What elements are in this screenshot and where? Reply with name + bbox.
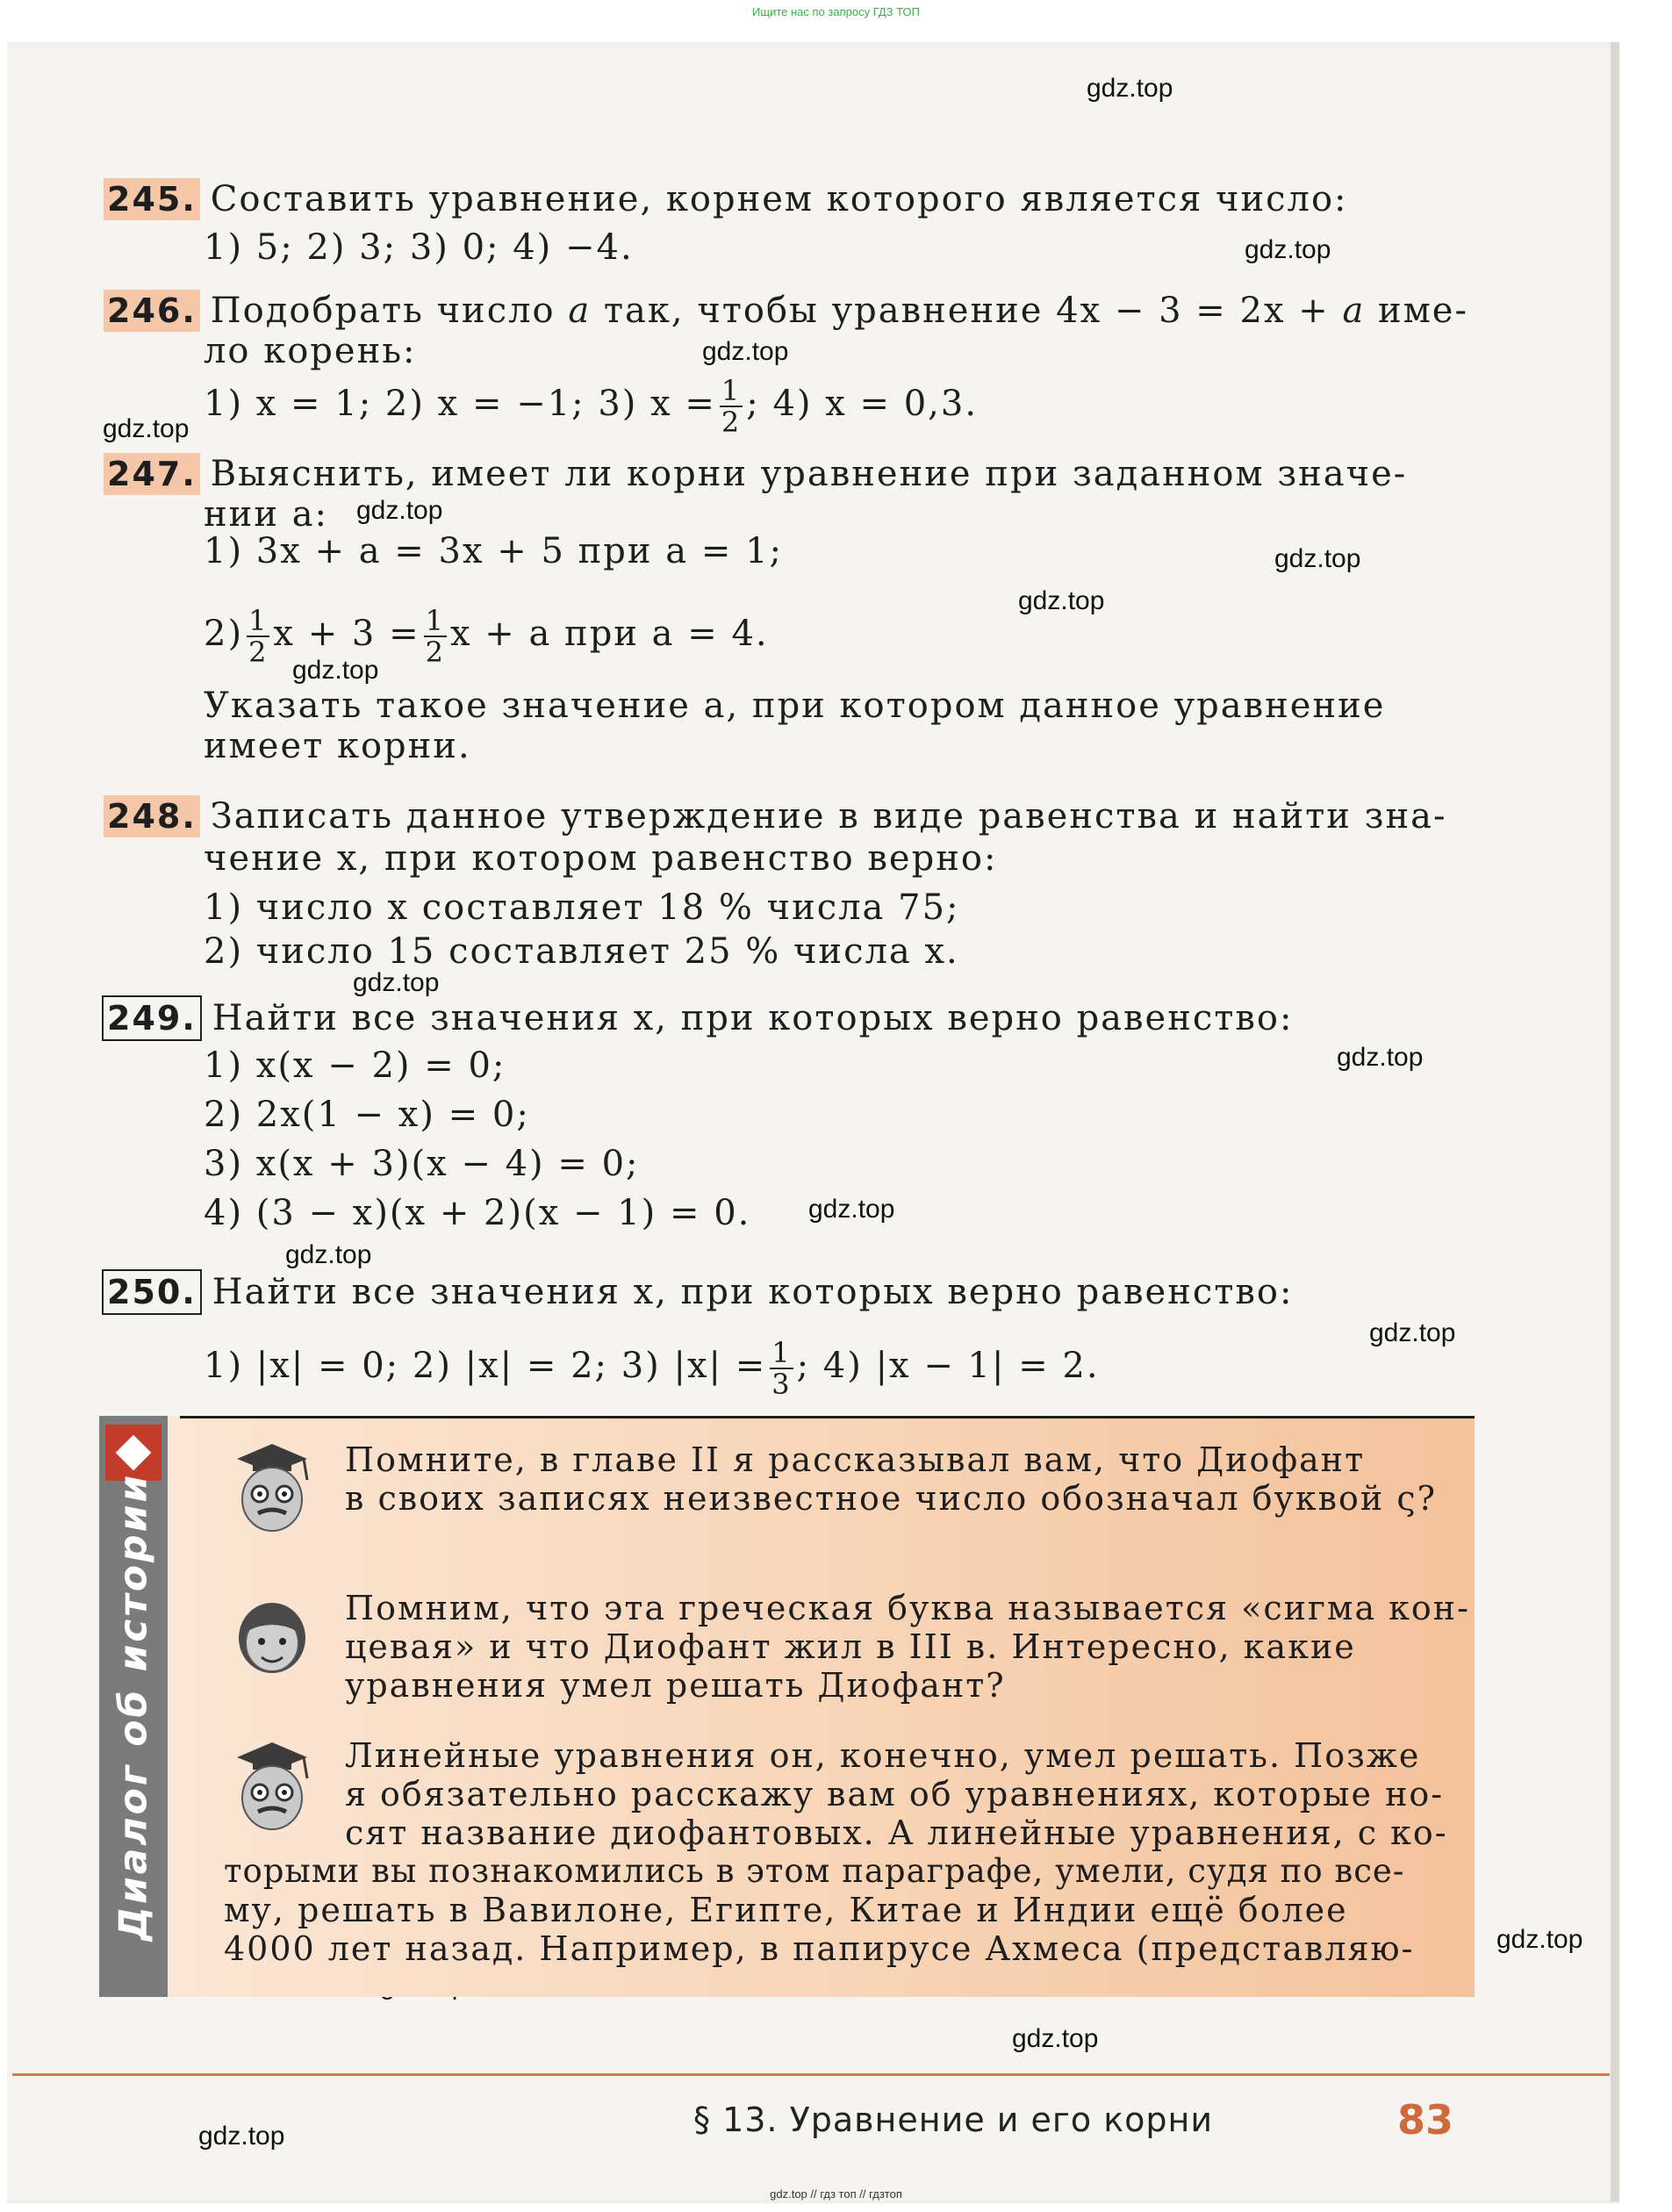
fraction-numerator: 1 xyxy=(771,1336,792,1369)
problem-249-line-4: 3) x(x + 3)(x − 4) = 0; xyxy=(204,1144,640,1184)
footer-divider xyxy=(12,2073,1610,2076)
dialog-3-line-6: 4000 лет назад. Например, в папирусе Ахмеса (представляю- xyxy=(224,1929,1415,1968)
variable: a xyxy=(568,291,592,331)
problem-249-line-5: 4) (3 − x)(x + 2)(x − 1) = 0. xyxy=(204,1193,751,1233)
problem-246-line-1 xyxy=(104,290,1468,332)
dialog-2-line-3: уравнения умел решать Диофант? xyxy=(345,1666,1006,1705)
watermark: gdz.top xyxy=(1245,235,1331,264)
page-edge xyxy=(1611,42,1619,2201)
dialog-3-line-5: му, решать в Вавилоне, Египте, Китае и Индии ещё более xyxy=(224,1891,1348,1929)
problem-number: 245. xyxy=(104,178,200,220)
problem-247-line-4 xyxy=(204,606,769,667)
problem-247-line-1 xyxy=(104,453,1407,495)
dialog-divider xyxy=(180,1416,1475,1418)
problem-247-line-6: имеет корни. xyxy=(204,726,471,766)
dialog-2-line-2: цевая» и что Диофант жил в III в. Интересно, какие xyxy=(345,1627,1356,1666)
dialog-1-line-1: Помните, в главе II я рассказывал вам, что Диофант xyxy=(345,1440,1366,1479)
problem-246-line-3 xyxy=(204,376,978,437)
problem-number: 246. xyxy=(104,290,200,332)
problem-number: 250. xyxy=(102,1269,202,1315)
problem-text: x + a при a = 4. xyxy=(449,614,769,654)
professor-avatar-icon xyxy=(228,1738,316,1835)
fraction-denominator: 2 xyxy=(425,636,445,669)
problem-245-line-1 xyxy=(104,178,1348,220)
dialog-sidebar-title xyxy=(99,1416,168,1997)
bottom-banner: gdz.top // гдз топ // гдзтоп xyxy=(770,2187,902,2201)
problem-249-line-3: 2) 2x(1 − x) = 0; xyxy=(204,1095,530,1135)
watermark: gdz.top xyxy=(808,1195,895,1224)
problem-249-line-2: 1) x(x − 2) = 0; xyxy=(204,1045,506,1086)
sidebar-title-text: Диалог об истории xyxy=(111,1472,156,1941)
dialog-3-line-1: Линейные уравнения он, конечно, умел решать. Позже xyxy=(345,1736,1421,1775)
fraction xyxy=(720,376,743,437)
problem-247-line-5: Указать такое значение a, при котором данное уравнение xyxy=(204,686,1386,726)
watermark: gdz.top xyxy=(1274,544,1361,573)
fraction-denominator: 2 xyxy=(248,636,269,669)
problem-246-line-2: ло корень: xyxy=(204,331,417,371)
problem-text: так, чтобы уравнение 4x − 3 = 2x + xyxy=(603,291,1330,331)
dialog-2-line-1: Помним, что эта греческая буква называется «сигма кон- xyxy=(345,1589,1470,1627)
page-number: 83 xyxy=(1397,2096,1454,2144)
dialog-1-line-2: в своих записях неизвестное число обозначал буквой ς? xyxy=(345,1479,1437,1518)
fraction xyxy=(424,606,447,667)
problem-text: 1) x = 1; 2) x = −1; 3) x = xyxy=(204,384,716,424)
watermark: gdz.top xyxy=(702,337,789,366)
problem-text: Составить уравнение, корнем которого является число: xyxy=(210,179,1348,219)
problem-248-line-3: 1) число x составляет 18 % числа 75; xyxy=(204,887,960,928)
watermark: gdz.top xyxy=(1496,1925,1583,1954)
top-banner: Ищите нас по запросу ГДЗ ТОП xyxy=(752,5,920,18)
problem-247-line-2: нии a: xyxy=(204,494,329,535)
problem-text: име- xyxy=(1378,291,1468,331)
section-title: § 13. Уравнение и его корни xyxy=(693,2101,1214,2139)
problem-number: 248. xyxy=(104,795,200,837)
watermark: gdz.top xyxy=(1369,1318,1456,1347)
problem-text: ; 4) x = 0,3. xyxy=(746,384,979,424)
watermark: gdz.top xyxy=(198,2122,285,2151)
watermark: gdz.top xyxy=(1012,2024,1099,2053)
fraction xyxy=(247,606,269,667)
problem-text: Найти все значения x, при которых верно равенство: xyxy=(212,998,1294,1038)
problem-250-line-1 xyxy=(102,1269,1293,1315)
fraction-numerator: 1 xyxy=(248,604,269,637)
problem-249-line-1 xyxy=(102,995,1293,1041)
problem-248-line-4: 2) число 15 составляет 25 % числа x. xyxy=(204,931,959,972)
variable: a xyxy=(1342,291,1366,331)
professor-avatar-icon xyxy=(228,1440,316,1536)
watermark: gdz.top xyxy=(285,1240,372,1269)
problem-text: Подобрать число xyxy=(210,291,556,331)
fraction-denominator: 2 xyxy=(721,406,742,439)
student-avatar-icon xyxy=(228,1589,316,1685)
dialog-3-line-4: торыми вы познакомились в этом параграфе, умели, судя по все- xyxy=(224,1852,1405,1890)
problem-text: Выяснить, имеет ли корни уравнение при заданном значе- xyxy=(210,454,1408,494)
dialog-3-line-3: сят название диофантовых. А линейные уравнения, с ко- xyxy=(345,1813,1448,1852)
watermark: gdz.top xyxy=(292,656,379,685)
problem-text: Записать данное утверждение в виде равенства и найти зна- xyxy=(210,796,1447,837)
problem-number: 247. xyxy=(104,453,200,495)
watermark: gdz.top xyxy=(353,968,440,997)
problem-245-line-2: 1) 5; 2) 3; 3) 0; 4) −4. xyxy=(204,227,634,268)
problem-248-line-2: чение x, при котором равенство верно: xyxy=(204,838,998,879)
watermark: gdz.top xyxy=(1087,74,1173,103)
problem-text: ; 4) |x − 1| = 2. xyxy=(796,1346,1100,1386)
problem-248-line-1 xyxy=(104,795,1447,837)
fraction-numerator: 1 xyxy=(721,374,742,407)
fraction-numerator: 1 xyxy=(425,604,445,637)
problem-text: x + 3 = xyxy=(273,614,420,654)
watermark: gdz.top xyxy=(1337,1043,1424,1072)
problem-250-line-2 xyxy=(204,1338,1100,1399)
problem-text: 1) |x| = 0; 2) |x| = 2; 3) |x| = xyxy=(204,1346,767,1386)
problem-247-line-3: 1) 3x + a = 3x + 5 при a = 1; xyxy=(204,531,783,571)
watermark: gdz.top xyxy=(356,496,443,525)
fraction xyxy=(770,1338,793,1399)
fraction-denominator: 3 xyxy=(771,1368,792,1401)
watermark: gdz.top xyxy=(1018,586,1105,615)
problem-text: Найти все значения x, при которых верно равенство: xyxy=(212,1272,1294,1312)
problem-text: 2) xyxy=(204,614,244,654)
watermark: gdz.top xyxy=(103,414,190,443)
dialog-3-line-2: я обязательно расскажу вам об уравнениях, которые но- xyxy=(345,1775,1445,1813)
problem-number: 249. xyxy=(102,995,202,1041)
